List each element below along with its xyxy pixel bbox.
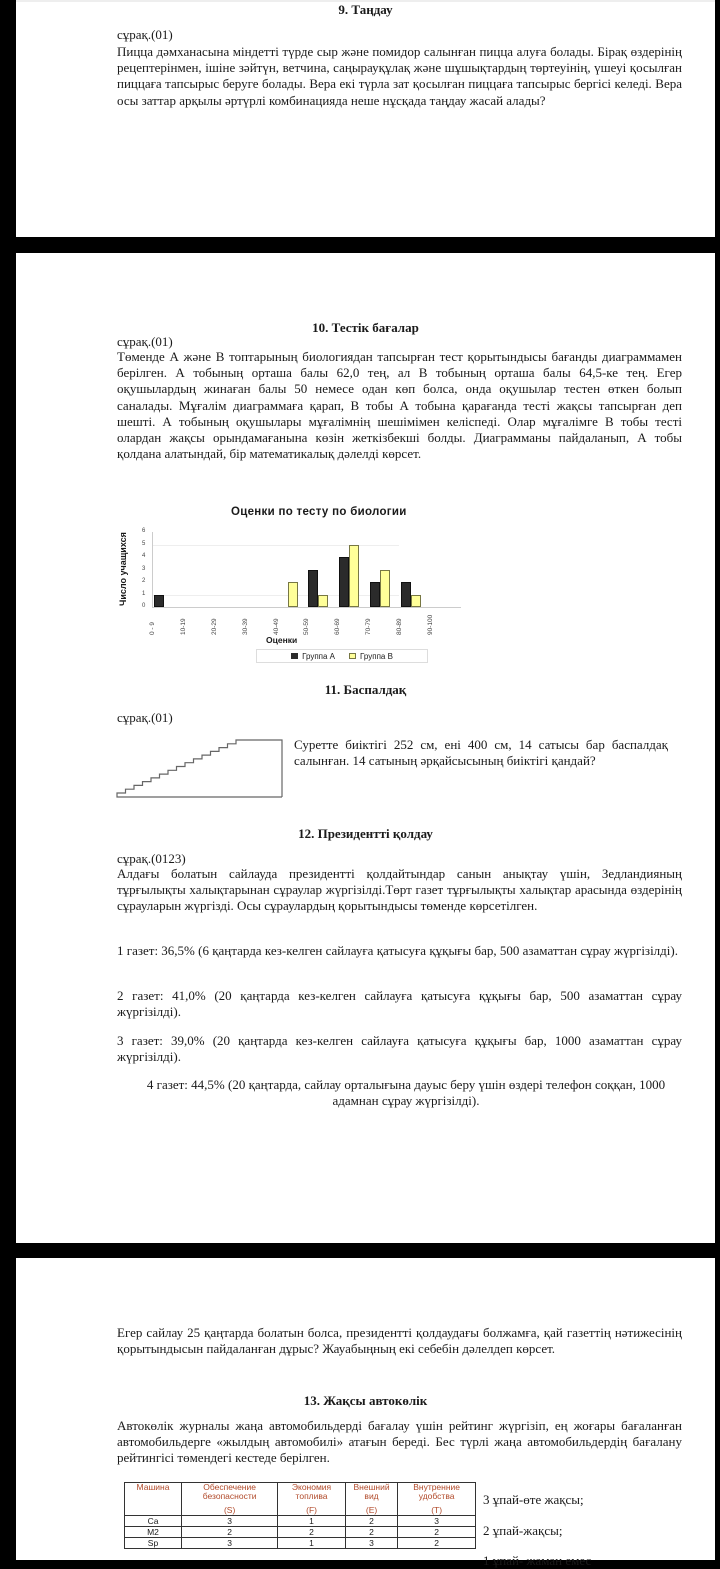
- chart-x-tick: 50-59: [303, 618, 311, 635]
- legend-swatch-b: [349, 653, 356, 659]
- chart-x-tick: 70-79: [365, 618, 372, 635]
- section-11-title: 11. Баспалдақ: [324, 682, 407, 697]
- bar-group-b: [288, 582, 298, 607]
- legend-swatch-a: [291, 653, 298, 659]
- document-page-1: [16, 0, 715, 237]
- bar-group-a: [370, 582, 380, 607]
- table-header-interior: Внутренние удобства (T): [398, 1483, 476, 1516]
- table-cell: 2: [345, 1527, 397, 1538]
- table-cell: 2: [345, 1516, 397, 1527]
- legend-item-group-b: Группа B: [349, 652, 393, 661]
- bar-chart: [106, 503, 486, 673]
- bar-group-b: [411, 595, 421, 608]
- section-10-question-code: сұрақ.(01): [117, 334, 173, 349]
- section-10-text: Төменде А және В топтарының биологиядан тапсырған тест қорытындысы бағанды диаграммамен берілген. А тобының орташа балы 62,0 тең, ал В тобының орташа балы 64,5-ке тең. Егер оқушылардың жинаған балы 50 немесе одан көп болса, онда оқушылар тестен өткен болып саналады. Мұғалім диаграммаға қарап, В тобы А тобына қарағанда тесті жақсы тапсырған деп шешті. А тобының оқушылары мұғалімнің шешімімен келіспеді. Олар мұғалімге В тобы тесті олардан жақсы орындамағанына көзін жеткізбекші болды. Диаграмманы пайдаланып, А тобы қолдана алатындай, бір математикалық дәлелді көрсет.: [117, 349, 682, 462]
- chart-y-tick: 4: [142, 553, 146, 559]
- staircase-diagram: [112, 736, 287, 801]
- bar-group-b: [380, 570, 390, 608]
- table-cell: 2: [278, 1527, 346, 1538]
- section-9-title: 9. Таңдау: [338, 2, 393, 17]
- section-10-title: 10. Тестік бағалар: [312, 320, 419, 335]
- table-row: [125, 1538, 476, 1549]
- bar-group-b: [318, 595, 328, 608]
- table-cell: 2: [182, 1527, 278, 1538]
- chart-y-tick: 5: [142, 540, 146, 547]
- section-12-question-code: сұрақ.(0123): [117, 851, 186, 866]
- table-cell: 3: [182, 1538, 278, 1549]
- chart-y-tick: 6: [142, 528, 146, 534]
- chart-y-label: Число учащихся: [118, 532, 128, 606]
- bar-group-a: [308, 570, 318, 608]
- section-12-item-4: 4 газет: 44,5% (20 қаңтарда, сайлау орталығына дауыс беру үшін өздері телефон соққан, 1000 адамнан сұрау жүргізілді).: [146, 1077, 666, 1109]
- table-header-car: Машина: [125, 1483, 182, 1516]
- scale-1: 1 ұпай- жаман емес: [483, 1553, 592, 1568]
- document-page-2: [16, 253, 715, 1243]
- table-header-exterior: Внешний вид (E): [345, 1483, 397, 1516]
- section-12-title: 12. Президентті қолдау: [298, 826, 433, 841]
- table-cell: 3: [182, 1516, 278, 1527]
- bar-group-a: [154, 595, 164, 608]
- chart-x-tick: 0 - 9: [149, 621, 157, 635]
- table-cell: Ca: [125, 1516, 182, 1527]
- section-13-title: 13. Жақсы автокөлік: [303, 1393, 428, 1408]
- section-11-question-code: сұрақ.(01): [117, 710, 173, 725]
- table-cell: 2: [398, 1538, 476, 1549]
- table-header-row: [125, 1483, 476, 1516]
- table-cell: 1: [278, 1516, 346, 1527]
- chart-y-tick: 1: [142, 590, 146, 597]
- chart-gridline: [153, 545, 399, 546]
- bar-group-a: [339, 557, 349, 607]
- table-cell: 3: [398, 1516, 476, 1527]
- section-9-question-code: сұрақ.(01): [117, 27, 173, 42]
- table-row: [125, 1527, 476, 1538]
- table-header-safety: Обеспечение безопасности (S): [182, 1483, 278, 1516]
- chart-x-tick: 60-69: [334, 618, 342, 635]
- bar-group-b: [349, 545, 359, 608]
- chart-x-tick: 20-29: [211, 618, 218, 635]
- scale-3: 3 ұпай-өте жақсы;: [483, 1492, 584, 1507]
- chart-x-tick: 10-19: [180, 618, 188, 635]
- document-page-3: [16, 1258, 715, 1568]
- chart-x-label: Оценки: [266, 635, 298, 645]
- chart-x-tick: 90-100: [426, 614, 434, 635]
- table-cell: 2: [398, 1527, 476, 1538]
- table-cell: 3: [345, 1538, 397, 1549]
- chart-y-tick: 3: [142, 565, 146, 572]
- chart-x-tick: 30-39: [241, 618, 249, 635]
- bar-group-a: [401, 582, 411, 607]
- chart-legend: [256, 649, 428, 663]
- table-row: [125, 1516, 476, 1527]
- chart-title: Оценки по тесту по биологии: [231, 506, 407, 518]
- section-12-item-1: 1 газет: 36,5% (6 қаңтарда кез-келген сайлауға қатысуға құқығы бар, 500 азаматтан сұрау жүргізілді).: [117, 943, 678, 958]
- scale-2: 2 ұпай-жақсы;: [483, 1523, 563, 1538]
- section-9-text: Пицца дәмханасына міндетті түрде сыр және помидор салынған пицца алуға болады. Бірақ өздерінің рецептерінмен, ішіне зәйтүн, ветчина, саңырауқұлақ және шұшықтардың төртеуінің, үшеуі қосылған пиццаға тапсырыс беруге болады. Вера екі түрла зат қосылған пиццаға тапсырыс бергісі келеді. Вера осы заттар арқылы әртүрлі комбинацияда неше нұсқада таңдау жасай алады?: [117, 44, 682, 108]
- table-header-fuel: Экономия топлива (F): [278, 1483, 346, 1516]
- chart-y-tick: 2: [142, 578, 146, 584]
- chart-gridline: [153, 595, 399, 596]
- section-12-item-2: 2 газет: 41,0% (20 қаңтарда кез-келген сайлауға қатысуға құқығы бар, 500 азаматтан сұрау жүргізілді).: [117, 988, 682, 1020]
- section-11-text: Суретте биіктігі 252 см, ені 400 см, 14 сатысы бар баспалдақ салынған. 14 сатының әрқайсысының биіктігі қандай?: [294, 737, 668, 769]
- section-13-text: Автокөлік журналы жаңа автомобильдерді бағалау үшін рейтинг жүргізіп, ең жоғары бағаланған автомобильдерге «жылдың автомобилі» атағын береді. Бес түрлі жаңа автомобильдердің бағалану рейтингісі төмендегі кестеде берілген.: [117, 1418, 682, 1466]
- table-cell: M2: [125, 1527, 182, 1538]
- table-body: [125, 1516, 476, 1549]
- chart-plot-area: [152, 532, 461, 608]
- table-cell: Sp: [125, 1538, 182, 1549]
- legend-item-group-a: Группа A: [291, 652, 335, 661]
- section-12-followup: Егер сайлау 25 қаңтарда болатын болса, президентті қолдаудағы болжамға, қай газеттің нәтижесінің қорытындысын пайдаланған дұрыс? Жауабыңның екі себебін дәлелдеп көрсет.: [117, 1325, 682, 1357]
- section-12-text: Алдағы болатын сайлауда президентті қолдайтындар санын анықтау үшін, Зедландияның тұрғылықты халықтарынан сұраулар жүргізілді.Төрт газет тұрғылықты халықтар арасында өздерінің сұрауларын жүргізді. Осы сұраулардың қорытындысы төменде көрсетілген.: [117, 866, 682, 914]
- table-cell: 1: [278, 1538, 346, 1549]
- chart-x-tick: 80-89: [395, 618, 403, 635]
- car-ratings-table: [124, 1482, 476, 1549]
- chart-y-tick: 0: [142, 603, 146, 609]
- chart-x-tick: 40-49: [272, 618, 280, 635]
- section-12-item-3: 3 газет: 39,0% (20 қаңтарда кез-келген сайлауға қатысуға құқығы бар, 1000 азаматтан сұрау жүргізілді).: [117, 1033, 682, 1065]
